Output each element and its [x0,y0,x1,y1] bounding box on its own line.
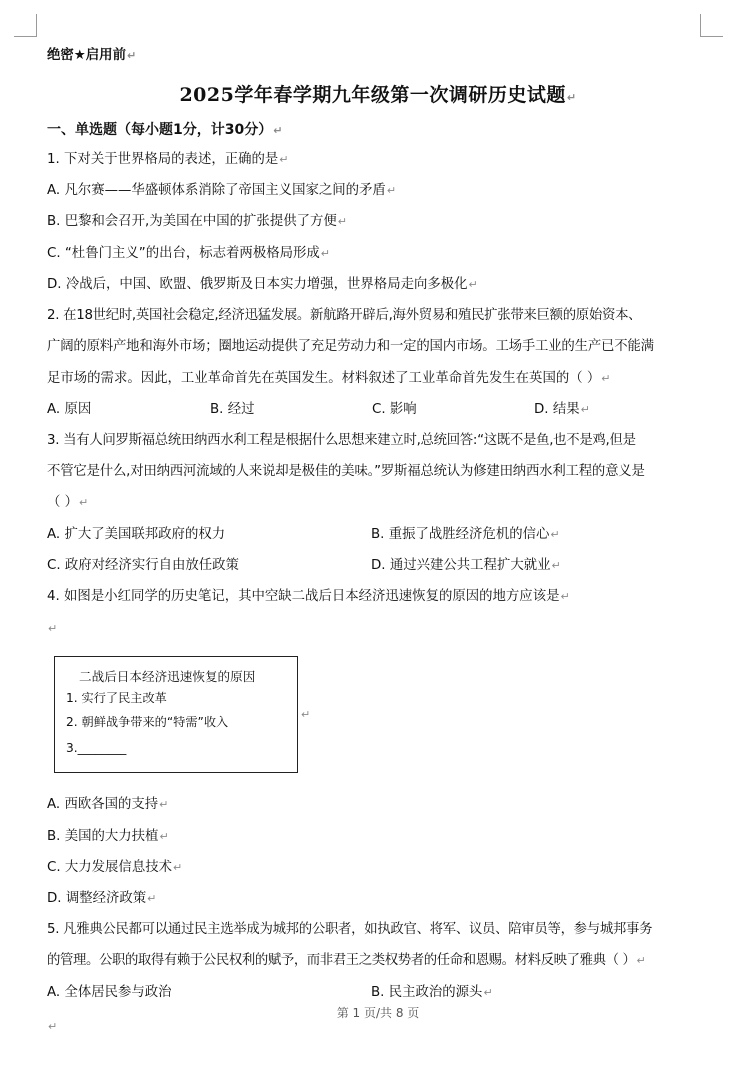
note-item-3: 3.________ [66,741,127,755]
q3-line-1: 3. 当有人问罗斯福总统田纳西水利工程是根据什么思想来建立时,总统回答:“这既不是鱼,也不是鸡,但是 [47,433,636,448]
q3-line-3: （ ）↵ [47,495,89,510]
note-item-1: 1. 实行了民主改革 [66,691,167,705]
q2-option-b: B. 经过 [210,402,255,417]
q1-stem: 1. 下对关于世界格局的表述，正确的是↵ [47,152,289,167]
q2-line-1: 2. 在18世纪时,英国社会稳定,经济迅猛发展。新航路开辟后,海外贸易和殖民扩张带来巨额的原始资本、 [47,308,642,323]
q4-stem: 4. 如图是小红同学的历史笔记，其中空缺二战后日本经济迅速恢复的原因的地方应该是↵ [47,589,570,604]
section-heading: 一、单选题（每小题1分，计30分）↵ [47,122,283,138]
final-return-mark: ↵ [48,1020,58,1033]
note-title: 二战后日本经济迅速恢复的原因 [79,669,256,684]
blank-line: ↵ [48,622,58,635]
q2-option-c: C. 影响 [372,402,417,417]
q5-line-2: 的管理。公职的取得有赖于公民权利的赋予，而非君王之类权势者的任命和恩赐。材料反映了雅典（ ）↵ [47,953,646,968]
q3-line-2: 不管它是什么,对田纳西河流域的人来说却是极佳的美味。”罗斯福总统认为修建田纳西水利工程的意义是 [47,464,645,479]
q2-option-a: A. 原因 [47,402,92,417]
q4-option-c: C. 大力发展信息技术↵ [47,860,183,875]
q1-option-d: D. 冷战后，中国、欧盟、俄罗斯及日本实力增强，世界格局走向多极化↵ [47,277,478,292]
crop-mark-left [14,14,37,37]
q2-line-3: 足市场的需求。因此，工业革命首先在英国发生。材料叙述了工业革命首先发生在英国的（ ）↵ [47,371,611,386]
page-footer: 第 1 页/共 8 页 [336,1006,420,1020]
q3-option-b: B. 重振了战胜经济危机的信心↵ [371,527,560,542]
q2-line-2: 广阔的原料产地和海外市场；圈地运动提供了充足劳动力和一定的国内市场。工场手工业的生产已不能满 [47,339,654,354]
q4-option-d: D. 调整经济政策↵ [47,891,157,906]
q1-option-a: A. 凡尔赛——华盛顿体系消除了帝国主义国家之间的矛盾↵ [47,183,397,198]
q4-option-a: A. 西欧各国的支持↵ [47,797,169,812]
q5-line-1: 5. 凡雅典公民都可以通过民主选举成为城邦的公职者，如执政官、将军、议员、陪审员等，参与城邦事务 [47,922,653,937]
q5-option-a: A. 全体居民参与政治 [47,985,172,1000]
crop-mark-right [700,14,723,37]
note-return-mark: ↵ [301,708,311,721]
q1-option-b: B. 巴黎和会召开,为美国在中国的扩张提供了方便↵ [47,214,347,229]
q3-option-d: D. 通过兴建公共工程扩大就业↵ [371,558,561,573]
q3-option-c: C. 政府对经济实行自由放任政策 [47,558,239,573]
q1-option-c: C. “杜鲁门主义”的出台，标志着两极格局形成↵ [47,246,330,261]
q4-option-b: B. 美国的大力扶植↵ [47,829,169,844]
secret-label: 绝密★启用前↵ [47,48,137,63]
q2-option-d: D. 结果↵ [534,402,590,417]
history-note-box [54,656,298,773]
page-title: 2025学年春学期九年级第一次调研历史试题↵ [179,84,577,106]
q3-option-a: A. 扩大了美国联邦政府的权力 [47,527,226,542]
q5-option-b: B. 民主政治的源头↵ [371,985,493,1000]
note-item-2: 2. 朝鲜战争带来的“特需”收入 [66,715,229,729]
